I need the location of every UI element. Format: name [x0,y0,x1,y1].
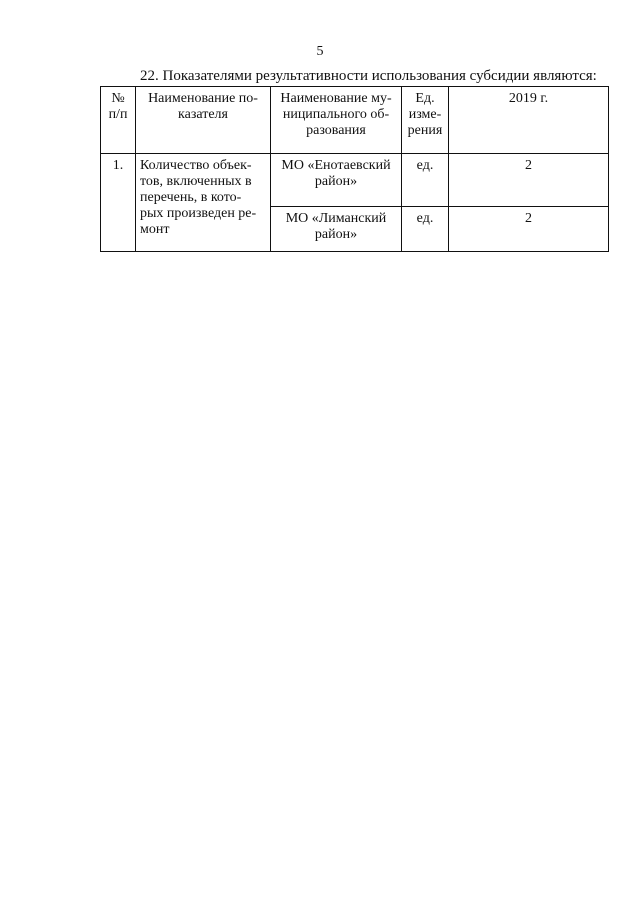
indicator-line: рых произведен ре- [140,206,257,221]
table-header-row [101,87,609,154]
header-municipality [271,87,402,154]
indicators-table [100,86,609,252]
mo-line: район» [314,174,358,189]
header-num-line: п/п [108,107,128,122]
row-num: 1. [101,154,136,252]
header-name-line: Наименование по- [148,91,258,106]
mo-line: МО «Енотаевский [281,158,391,173]
mo-line: район» [314,227,358,242]
header-num-line: № [111,91,125,106]
header-unit-line: изме- [408,107,442,122]
indicator-line: Количество объек- [140,158,252,173]
indicator-line: тов, включенных в [140,174,252,189]
section-heading: 22. Показателями результативности использования субсидии являются: [140,68,597,84]
indicator-line: монт [140,222,170,237]
mo-line: МО «Лиманский [285,211,387,226]
header-mo-line: Наименование му- [280,91,392,106]
row-unit: ед. [402,154,449,207]
header-mo-line: разования [306,123,366,138]
header-unit [402,87,449,154]
header-mo-line: ниципального об- [282,107,390,122]
row-indicator-name [136,154,271,252]
header-unit-line: рения [407,123,443,138]
row-municipality [271,154,402,207]
row-unit: ед. [402,207,449,252]
page-number: 5 [316,44,324,59]
indicator-line: перечень, в кото- [140,190,242,205]
header-num [101,87,136,154]
header-name-line: казателя [178,107,228,122]
row-municipality [271,207,402,252]
header-indicator-name [136,87,271,154]
header-unit-line: Ед. [415,91,435,106]
row-value: 2 [449,207,609,252]
row-value: 2 [449,154,609,207]
table-row [101,154,609,207]
header-year: 2019 г. [449,87,609,154]
